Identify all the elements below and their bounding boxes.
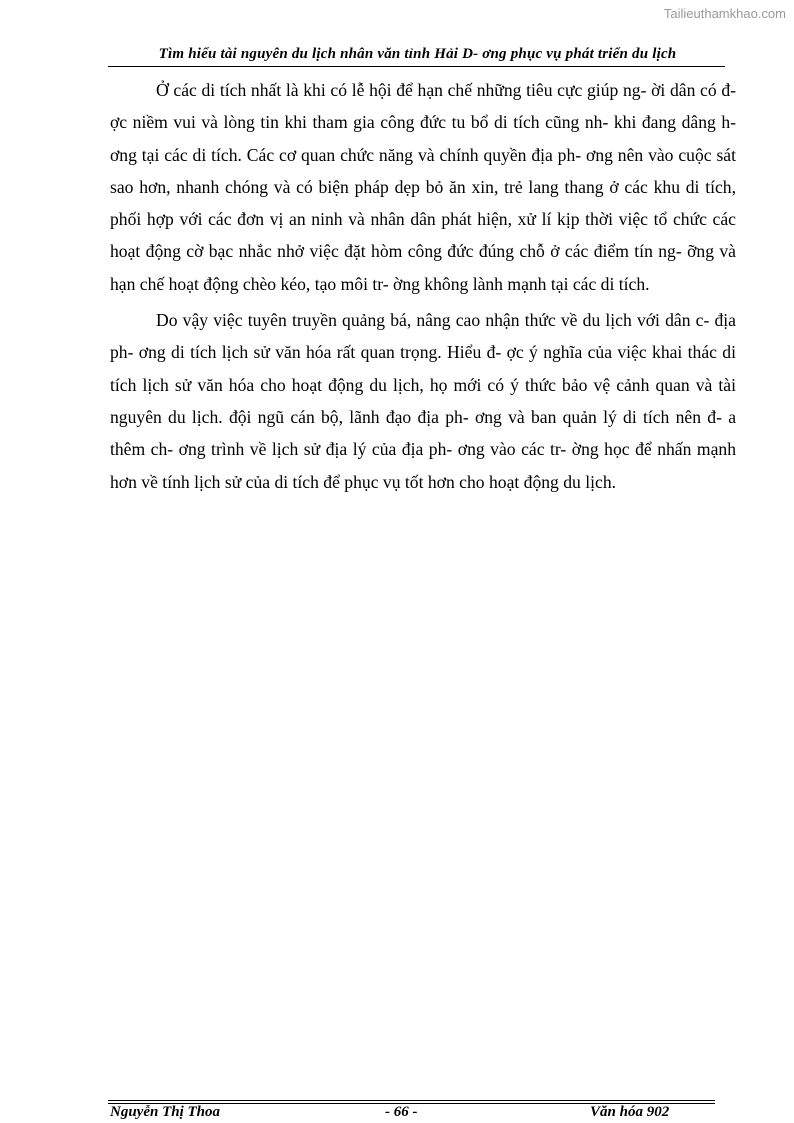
header-divider bbox=[108, 66, 725, 67]
footer-divider bbox=[108, 1100, 715, 1101]
paragraph: Do vậy việc tuyên truyền quảng bá, nâng cao nhận thức về du lịch với dân c- địa ph- ơng di tích lịch sử văn hóa rất quan trọng. Hiểu đ- ợc ý nghĩa của việc khai thác di tích lịch sử văn hóa cho hoạt động du lịch, họ mới có ý thức bảo vệ cảnh quan và tài nguyên du lịch. đội ngũ cán bộ, lãnh đạo địa ph- ơng và ban quản lý di tích nên đ- a thêm ch- ơng trình về lịch sử địa lý của địa ph- ơng vào các tr- ờng học để nhấn mạnh hơn về tính lịch sử của di tích để phục vụ tốt hơn cho hoạt động du lịch. bbox=[110, 310, 736, 492]
footer-class: Văn hóa 902 bbox=[590, 1104, 670, 1120]
page-header-title: Tìm hiểu tài nguyên du lịch nhân văn tỉnh Hải D- ơng phục vụ phát triển du lịch bbox=[158, 46, 677, 62]
paragraph: Ở các di tích nhất là khi có lễ hội để hạn chế những tiêu cực giúp ng- ời dân có đ- ợc niềm vui và lòng tin khi tham gia công đức tu bổ di tích cũng nh- khi đang dâng h- ơng tại các di tích. Các cơ quan chức năng và chính quyền địa ph- ơng nên vào cuộc sát sao hơn, nhanh chóng và có biện pháp dẹp bỏ ăn xin, trẻ lang thang ở các khu di tích, phối hợp với các đơn vị an ninh và nhân dân phát hiện, xử lí kịp thời việc tổ chức các hoạt động cờ bạc nhắc nhở việc đặt hòm công đức đúng chỗ ở các điểm tín ng- ỡng và hạn chế hoạt động chèo kéo, tạo môi tr- ờng không lành mạnh tại các di tích. bbox=[110, 80, 736, 294]
watermark-text: Tailieuthamkhao.com bbox=[663, 6, 786, 21]
document-body bbox=[110, 74, 736, 502]
page-number: - 66 - bbox=[385, 1104, 418, 1120]
footer-author: Nguyễn Thị Thoa bbox=[110, 1104, 221, 1120]
